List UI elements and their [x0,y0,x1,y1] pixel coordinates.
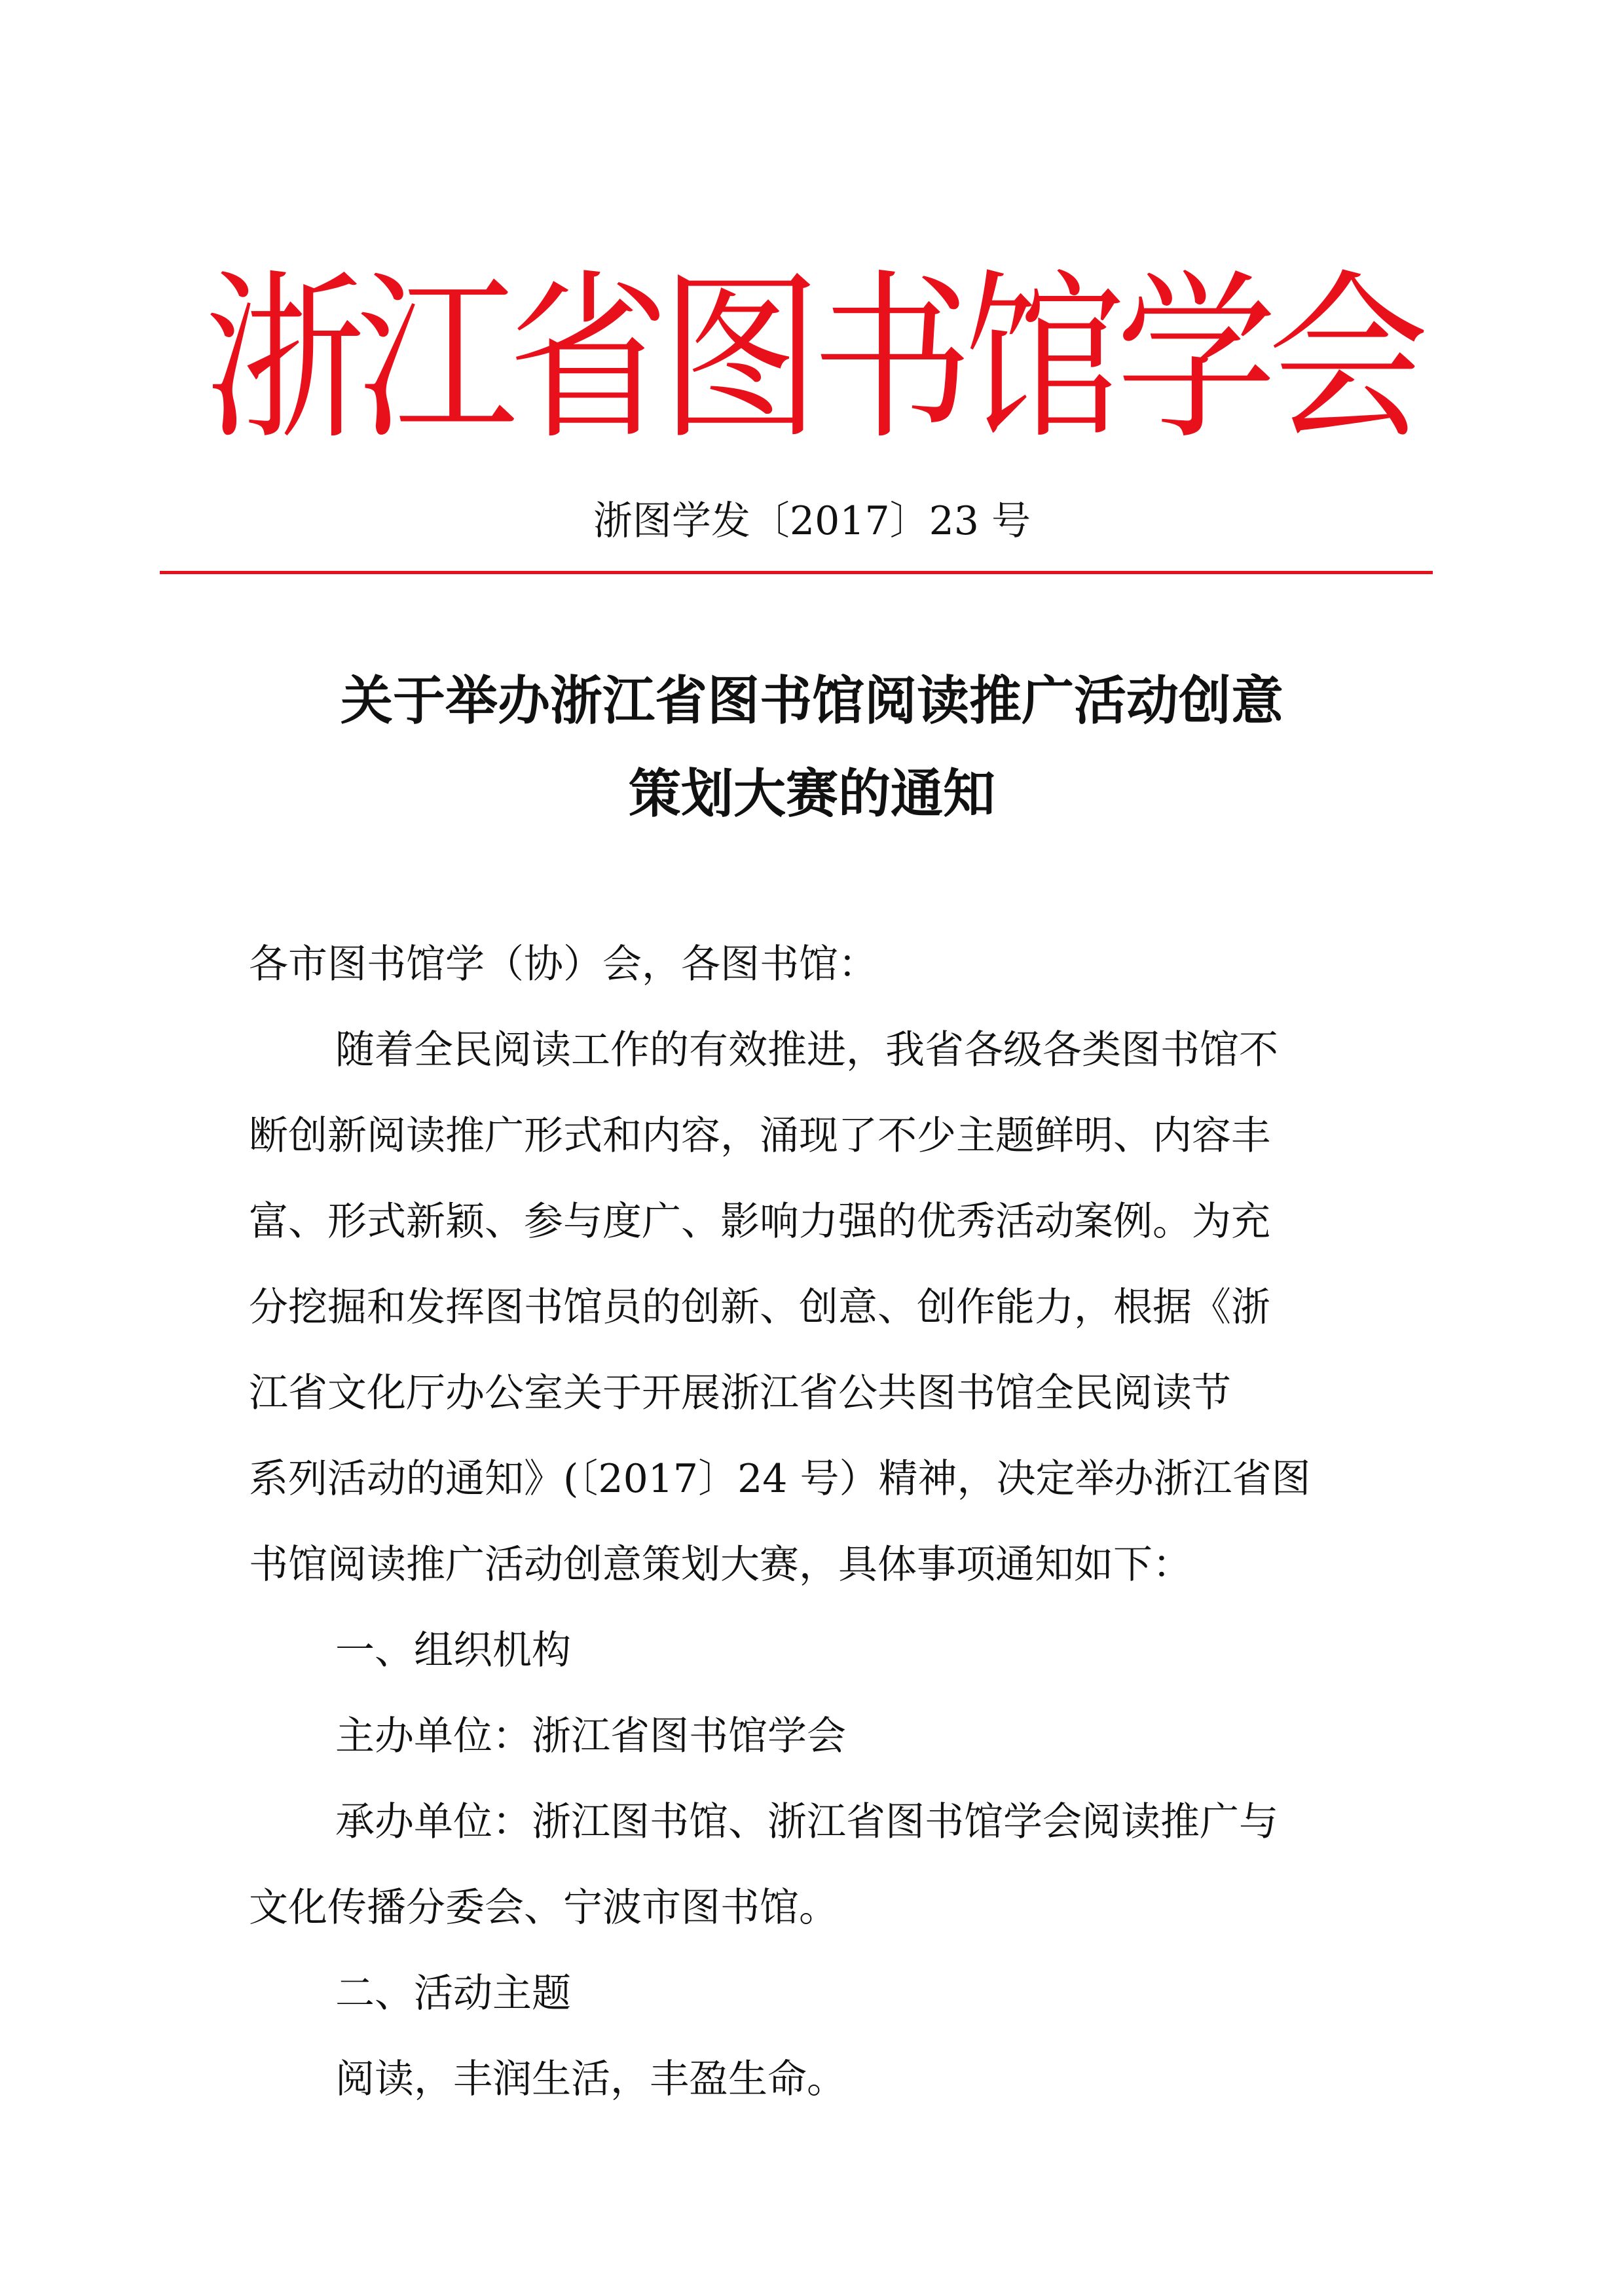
notice-title-line-1: 关于举办浙江省图书馆阅读推广活动创意 [341,670,1283,731]
document-number: 浙图学发〔2017〕23 号 [593,498,1031,544]
notice-body [249,922,1388,2123]
paragraph-line: 富、形式新颖、参与度广、影响力强的优秀活动案例。为充 [249,1199,1270,1245]
paragraph-line: 分挖掘和发挥图书馆员的创新、创意、创作能力，根据《浙 [249,1285,1270,1330]
activity-theme: 阅读，丰润生活，丰盈生命。 [335,2056,846,2102]
salutation: 各市图书馆学（协）会，各图书馆： [249,941,877,987]
section-heading-theme: 二、活动主题 [335,1971,571,2016]
host-unit: 主办单位：浙江省图书馆学会 [335,1713,846,1759]
paragraph-line: 书馆阅读推广活动创意策划大赛，具体事项通知如下： [249,1542,1192,1588]
organizer-unit-line-2: 文化传播分委会、宁波市图书馆。 [249,1885,838,1931]
letterhead-red-rule [160,571,1433,574]
letterhead-organization: 浙江省图书馆学会 [204,255,1420,465]
notice-title [157,655,1467,841]
paragraph-line: 江省文化厅办公室关于开展浙江省公共图书馆全民阅读节 [249,1370,1231,1416]
paragraph-line: 随着全民阅读工作的有效推进，我省各级各类图书馆不 [335,1027,1278,1073]
paragraph-line: 系列活动的通知》(〔2017〕24 号）精神，决定举办浙江省图 [249,1456,1311,1502]
organizer-unit-line-1: 承办单位：浙江图书馆、浙江省图书馆学会阅读推广与 [335,1799,1278,1845]
paragraph-line: 断创新阅读推广形式和内容，涌现了不少主题鲜明、内容丰 [249,1113,1270,1159]
notice-title-line-2: 策划大赛的通知 [629,763,995,824]
section-heading-organization: 一、组织机构 [335,1628,571,1673]
